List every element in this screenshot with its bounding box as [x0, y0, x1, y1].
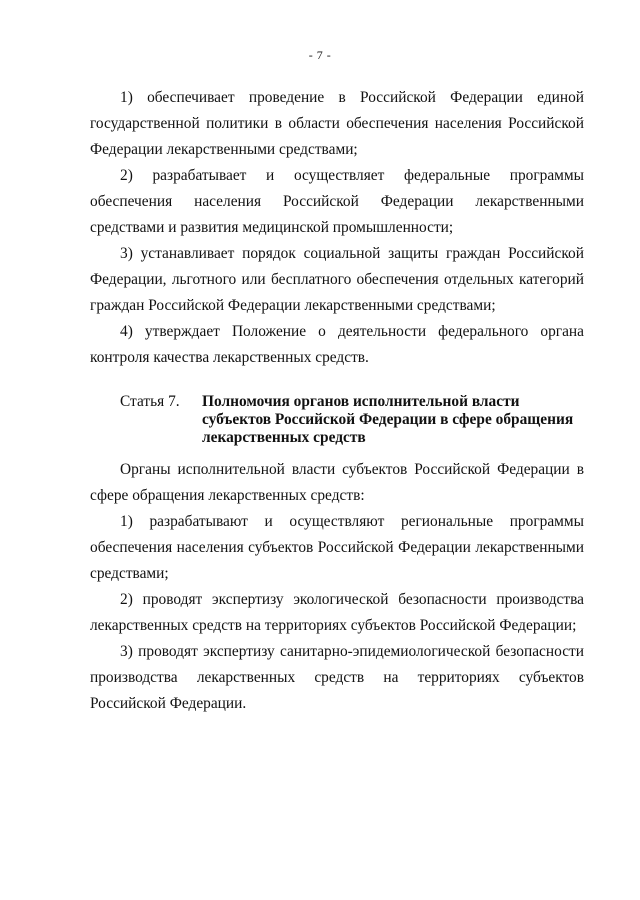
list-item: 1) разрабатывают и осуществляют региональные программы обеспечения населения субъектов Российской Федерации лекарственными средствами; [90, 513, 584, 582]
list-item: 3) проводят экспертизу санитарно-эпидемиологической безопасности производства лекарственных средств на территориях субъектов Российской Федерации. [90, 643, 584, 712]
list-item: 3) устанавливает порядок социальной защиты граждан Российской Федерации, льготного или бесплатного обеспечения отдельных категорий граждан Российской Федерации лекарственными средствами; [90, 245, 584, 314]
list-item: 4) утверждает Положение о деятельности федерального органа контроля качества лекарственных средств. [90, 323, 584, 366]
list-item: 1) обеспечивает проведение в Российской Федерации единой государственной политики в области обеспечения населения Российской Федерации лекарственными средствами; [90, 89, 584, 158]
article-number: Статья 7. [120, 393, 180, 410]
list-item: 2) проводят экспертизу экологической безопасности производства лекарственных средств на территориях субъектов Российской Федерации; [90, 591, 584, 634]
intro-paragraph: Органы исполнительной власти субъектов Российской Федерации в сфере обращения лекарственных средств: [90, 461, 584, 504]
list-item: 2) разрабатывает и осуществляет федеральные программы обеспечения населения Российской Федерации лекарственными средствами и развития медицинской промышленности; [90, 167, 584, 236]
page-number: - 7 - [308, 48, 332, 62]
powers-list-federal [90, 85, 584, 371]
article-title: Полномочия органов исполнительной власти субъектов Российской Федерации в сфере обращения лекарственных средств [202, 393, 574, 446]
powers-list-regional [90, 457, 584, 717]
